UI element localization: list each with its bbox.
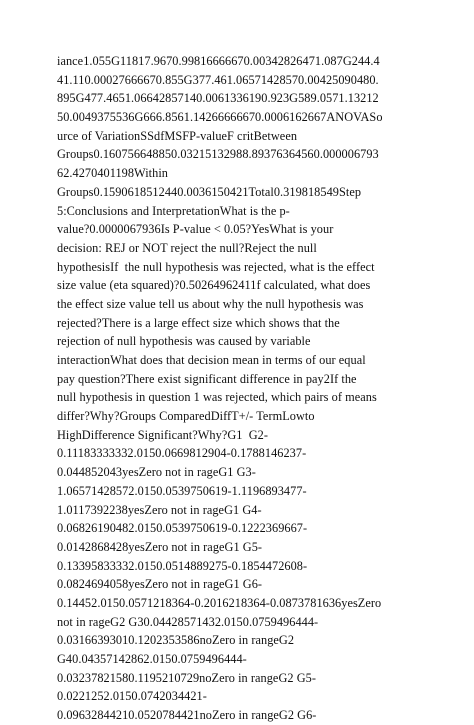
text-line: decision: REJ or NOT reject the null?Reject the null [57, 240, 317, 255]
text-line: 0.03166393010.1202353586noZero in rangeG2 [57, 633, 295, 648]
text-line: 0.09632844210.0520784421noZero in rangeG2 G6- [57, 708, 317, 723]
text-line: HighDifference Significant?Why?G1 G2- [57, 427, 268, 442]
text-line: 0.044852043yesZero not in rageG1 G3- [57, 465, 256, 480]
text-line: G40.04357142862.0150.0759496444- [57, 652, 247, 666]
text-line: 41.110.00027666670.855G377.461.06571428570.00425090480. [57, 72, 379, 87]
text-line: pay question?There exist significant difference in pay2If the [57, 371, 357, 386]
text-line: 1.0117392238yesZero not in rageG1 G4- [57, 502, 262, 517]
text-line: rejected?There is a large effect size which shows that the [57, 315, 340, 330]
text-line: 0.0221252.0150.0742034421- [57, 689, 207, 704]
text-line: not in rageG2 G30.04428571432.0150.0759496444- [57, 614, 319, 629]
text-line: 895G477.4651.06642857140.0061336190.923G589.0571.13212 [57, 91, 379, 106]
document-text [57, 52, 437, 725]
text-line: 0.03237821580.1195210729noZero in rangeG2 G5- [57, 670, 316, 685]
text-line: 0.06826190482.0150.0539750619-0.1222369667- [57, 521, 308, 536]
text-line: 50.0049375536G666.8561.14266666670.0006162667ANOVASo [57, 110, 383, 125]
text-line: the effect size value tell us about why the null hypothesis was [57, 296, 364, 311]
text-line: 0.13395833332.0150.0514889275-0.1854472608- [57, 558, 308, 573]
text-line: size value (eta squared)?0.50264962411f calculated, what does [57, 278, 371, 293]
text-line: 0.0824694058yesZero not in rageG1 G6- [57, 577, 263, 592]
text-line: 5:Conclusions and InterpretationWhat is the p- [57, 203, 290, 218]
text-line: differ?Why?Groups ComparedDiffT+/- TermLowto [57, 409, 315, 424]
text-line: 0.0142868428yesZero not in rageG1 G5- [57, 539, 263, 554]
text-line: null hypothesis in question 1 was rejected, which pairs of means [57, 390, 377, 405]
text-line: 0.14452.0150.0571218364-0.2016218364-0.0873781636yesZero [57, 595, 382, 610]
text-line: hypothesisIf the null hypothesis was rejected, what is the effect [57, 259, 375, 274]
text-line: Groups0.160756648850.03215132988.89376364560.000006793 [57, 147, 379, 162]
text-line: Groups0.1590618512440.0036150421Total0.319818549Step [57, 184, 362, 199]
text-line: value?0.0000067936Is P-value < 0.05?YesWhat is your [57, 222, 334, 237]
text-line: interactionWhat does that decision mean in terms of our equal [57, 353, 366, 367]
text-line: urce of VariationSSdfMSFP-valueF critBetween [57, 128, 298, 143]
text-line: rejection of null hypothesis was caused by variable [57, 334, 311, 349]
text-line: 62.4270401198Within [57, 166, 169, 181]
text-line: 1.06571428572.0150.0539750619-1.1196893477- [57, 483, 307, 498]
text-line: 0.11183333332.0150.0669812904-0.1788146237- [57, 446, 307, 461]
text-line: iance1.055G11817.9670.99816666670.00342826471.087G244.4 [57, 54, 380, 68]
